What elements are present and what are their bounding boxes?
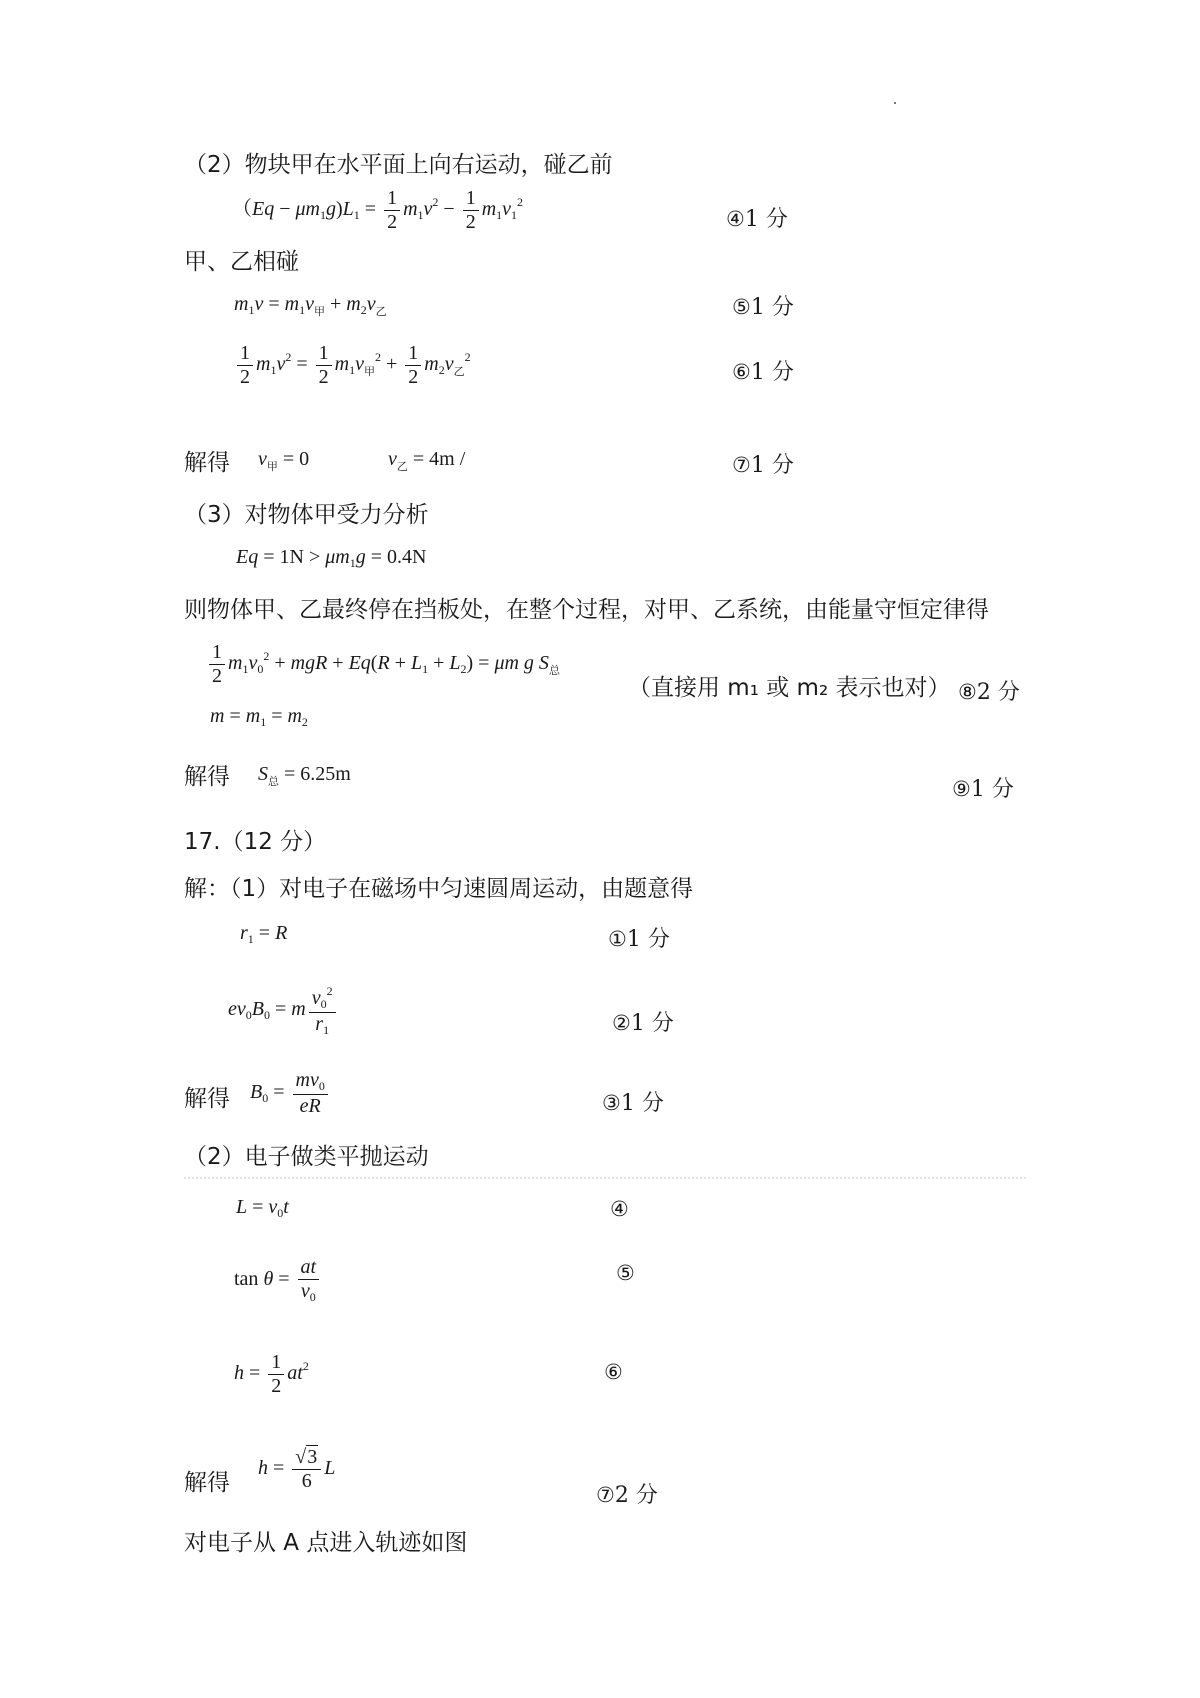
q17-part1-heading: 解：（1）对电子在磁场中匀速圆周运动，由题意得 <box>184 876 694 902</box>
equation-lorentz: $ev_0B_0 = m$ $\frac{v_0^2}{r_1}$ <box>228 985 339 1036</box>
mark-6-score <box>732 355 794 386</box>
mark-7: ⑦ <box>732 453 751 477</box>
mark-8-score <box>958 675 1020 706</box>
mark-7b: ⑦ <box>596 1483 615 1507</box>
mark-2b: ② <box>612 1011 631 1035</box>
result-v-jia: $v_甲 = 0$ <box>258 448 310 473</box>
part2-heading: （2）物块甲在水平面上向右运动，碰乙前 <box>184 152 613 178</box>
value-s-total: = 6.25m <box>284 763 351 785</box>
equation-height: h = $\frac{1}{2}$ $at^2$ <box>234 1351 309 1397</box>
scan-speck <box>894 102 896 104</box>
equation-total-energy: $\frac{1}{2}$ $m_1v_0^2$ + mgR + $Eq(R + L_1 + L_2) = \mu m$ g $S_总$ <box>206 642 560 687</box>
mark-9-score <box>952 772 1014 803</box>
mark-6b: ⑥ <box>604 1360 623 1384</box>
score-9: 1 分 <box>970 777 1014 802</box>
solve-label-4: 解得 <box>184 1470 230 1496</box>
part3-heading: （3）对物体甲受力分析 <box>184 502 429 528</box>
mark-5-score <box>732 290 794 321</box>
score-2b: 1 分 <box>630 1011 674 1036</box>
mark-9: ⑨ <box>952 777 971 801</box>
dotted-divider <box>184 1177 1026 1179</box>
trajectory-statement: 对电子从 A 点进入轨迹如图 <box>184 1530 468 1556</box>
solve-label-2: 解得 <box>184 764 230 790</box>
score-1b: 1 分 <box>626 927 670 952</box>
mark-4-score <box>726 202 788 233</box>
equation-mass-equal: $m = m_1 = m_2$ <box>210 705 308 729</box>
score-3b: 1 分 <box>620 1091 664 1116</box>
equation-energy-conservation: $\frac{1}{2}$ $m_1v^2$ = $\frac{1}{2}$ $m_1v_甲^2$ + $\frac{1}{2}$ $m_2v_乙^2$ <box>234 343 471 388</box>
score-4: 1 分 <box>744 207 788 232</box>
mark-2b-score <box>612 1006 674 1037</box>
mark-4b: ④ <box>610 1197 629 1221</box>
result-s-total: $S_总 = 6.25m$ <box>258 763 351 788</box>
solve-label-1: 解得 <box>184 450 230 476</box>
mark-1b-score <box>608 922 670 953</box>
score-8: 2 分 <box>976 680 1020 705</box>
mark-1b: ① <box>608 927 627 951</box>
result-v-yi: $v_乙 = 4m$ / <box>388 448 466 473</box>
q17-part2-heading: （2）电子做类平抛运动 <box>184 1144 429 1170</box>
collide-heading: 甲、乙相碰 <box>184 249 299 275</box>
score-6: 1 分 <box>750 360 794 385</box>
energy-statement: 则物体甲、乙最终停在挡板处，在整个过程，对甲、乙系统，由能量守恒定律得 <box>184 597 989 623</box>
score-5: 1 分 <box>750 295 794 320</box>
value-v-jia: = 0 <box>282 448 310 470</box>
mark-4: ④ <box>726 207 745 231</box>
solve-label-3: 解得 <box>184 1086 230 1112</box>
mark-3b-score <box>602 1086 664 1117</box>
energy-note: （直接用 m₁ 或 m₂ 表示也对） <box>628 675 951 701</box>
mark-7-score <box>732 448 794 479</box>
mark-3b: ③ <box>602 1091 621 1115</box>
equation-horizontal: $L = v_0t$ <box>236 1196 289 1220</box>
q17-heading: 17.（12 分） <box>184 829 327 855</box>
equation-work-energy: $(Eq - \mu m_1g)L_1$ = $\frac{1}{2}$ $m_1v^2$ − $\frac{1}{2}$ $m_1v_1^2$ <box>232 187 524 233</box>
mark-5: ⑤ <box>732 295 751 319</box>
score-7b: 2 分 <box>614 1483 658 1508</box>
result-b0: $B_0$ = $\frac{mv_0}{eR}$ <box>250 1070 331 1117</box>
equation-force-compare: $Eq = 1N > \mu m_1g = 0.4N$ <box>236 546 427 570</box>
equation-tan-theta: tan θ = $\frac{at}{v_0}$ <box>234 1257 322 1304</box>
mark-8: ⑧ <box>958 680 977 704</box>
mark-5b: ⑤ <box>616 1261 635 1285</box>
score-7: 1 分 <box>750 453 794 478</box>
value-v-yi: = 4m / <box>412 448 466 470</box>
equation-radius: $r_1 = R$ <box>240 922 288 946</box>
value-eq-rhs: = 0.4N <box>370 546 427 568</box>
result-h: h = $\frac{√3}{6}$ L <box>258 1446 336 1492</box>
mark-6: ⑥ <box>732 360 751 384</box>
value-eq-lhs: = 1N > <box>263 546 321 568</box>
equation-momentum: $m_1v = m_1v_甲 + m_2v_乙$ <box>234 293 387 318</box>
mark-7b-score <box>596 1478 658 1509</box>
